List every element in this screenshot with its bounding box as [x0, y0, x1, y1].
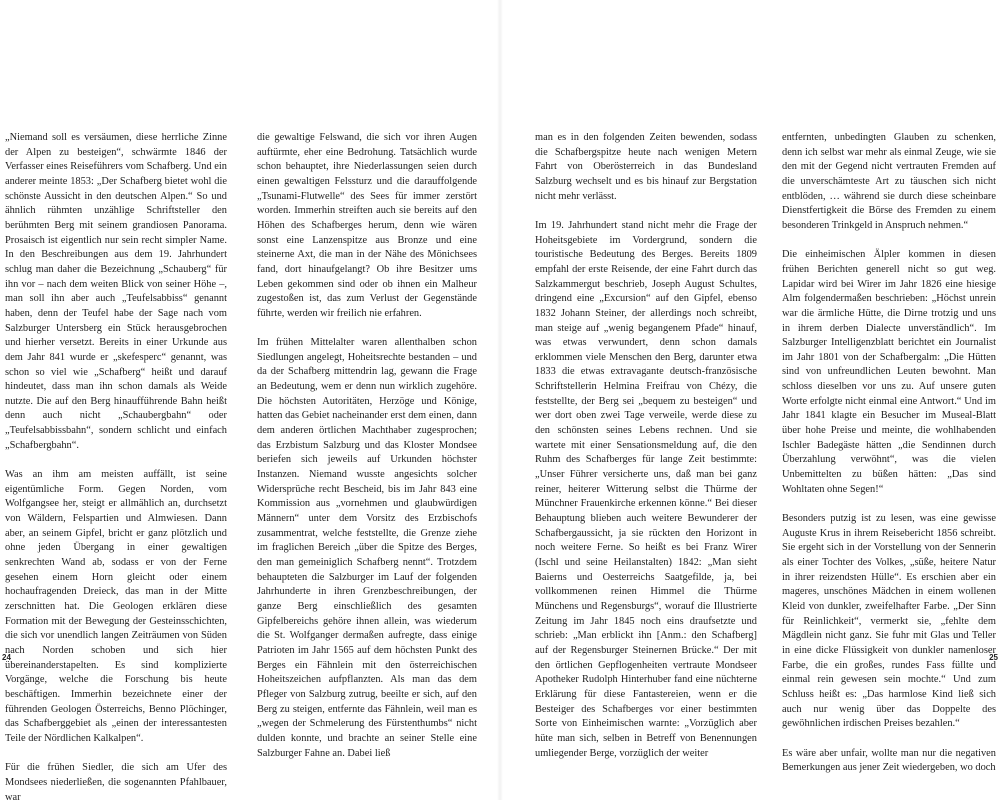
paragraph: Im 19. Jahrhundert stand nicht mehr die Frage der Hoheitsgebiete im Vordergrund, sondern die touristische Bedeutung des Berges. Bereits 1809 empfahl der erste Reisende, der eine Fahrt durch das Salzkammergut beschrieb, Joseph August Schultes, dringend eine „Excursion“ auf den Gipfel, ebenso 1832 Johann Steiner, der allerdings noch schreibt, man steige auf „wenig begangenem Pfade“ hinauf, was etwas verwundert, denn schon damals erklommen viele Menschen den Berg, darunter etwa 1833 die etwas extravagante deutsch-französische Schriftstellerin Helmina Freifrau von Chézy, die feststellte, der Berg sei „bequem zu besteigen“ und wer dort oben zwei Tage verweile, werde diese zu den schönsten seines Lebens rechnen. Und sie wartete mit einer Sensationsmeldung auf, die den Ruhm des Schafberges für lange Zeit bestimmte: „Unser Führer versicherte uns, daß man bei ganz reiner, heiterer Witterung selbst die Thürme der Münchner Frauenkirche erkennen könne.“ Bei dieser Behauptung blieben auch weitere Bewunderer der Schafbergaussicht, ja sie rückten den Horizont in noch weitere Ferne. So heißt es bei Franz Wirer (Ischl und seine Heilanstalten) 1842: „Man sieht Baierns und Oesterreichs Saatgefilde, ja, bei vollkommenen reinen Himmel die Thürme Münchens und Regensburgs“, worauf die Illustrierte Zeitung im Jahr 1845 noch eins draufsetzte und schrieb: „Man erblickt ihn [Anm.: den Schafberg] auf der Regensburger Steinernen Brücke.“ Der mit den örtlichen Gepflogenheiten vertraute Mondseer Apotheker Rudolph Hinterhuber fand eine nüchterne Erklärung für diese Fantastereien, wenn er die Besteiger des Schafberges vor einer bestimmten Sorte von Einheimischen warnte: „Vorzüglich aber hüte man sich, selben in Betreff von Benennungen umliegender Berge, vorzüglich der weiter	[535, 219, 757, 759]
paragraph: man es in den folgenden Zeiten bewenden, sodass die Schafbergspitze heute nach wenigen Metern Fahrt von Oberösterreich in das Bundesland Salzburg wechselt und es bis hinauf zur Bergstation nicht mehr verlässt.	[535, 132, 757, 202]
page-number-right: 25	[989, 653, 998, 662]
paragraph: Die einheimischen Älpler kommen in diesen frühen Berichten generell nicht so gut weg. Lapidar wird bei Wirer im Jahr 1826 eine hiesige Alm folgendermaßen beschrieben: „Höchst unrein war die ärmliche Hütte, die Dirne trotzig und uns in ihrem derben Dialecte unverständlich“. Im Salzburger Intelligenzblatt berichtet ein Journalist im Jahr 1801 von der Schafbergalm: „Die Hütten sind von unfreundlichen Leuten bewohnt. Man schloss dieselben vor uns zu. Auf unsere guten Worte erfolgte nicht einmal eine Antwort.“ Und im Jahr 1841 klagte ein Besucher im Museal-Blatt über hohe Preise und meinte, die wohlhabenden Ischler Badegäste hätten „die Sendinnen durch Überzahlung verwöhnt“, was die vielen Unbemittelten zu büßen hätten: „Das sind Wohltaten ohne Segen!“	[782, 249, 996, 495]
page-number-left: 24	[2, 653, 11, 662]
right-page-column-1	[535, 131, 757, 761]
paragraph: Es wäre aber unfair, wollte man nur die negativen Bemerkungen aus jener Zeit wiedergeben, wo doch	[782, 747, 996, 774]
paragraph: die gewaltige Felswand, die sich vor ihren Augen auftürmte, eher eine Bedrohung. Tatsächlich wurde schon behauptet, ihre Niederlassungen seien durch einen gewaltigen Felssturz und die darauffolgende „Tsunami-Flutwelle“ des Sees für immer zerstört worden. Immerhin streiften auch sie bereits auf den Höhen des Schafberges herum, denn wie wären sonst eine Lanzenspitze aus Bronze und eine steinerne Axt, die man in der Nähe des Mönichsees fand, dort hinaufgelangt? Ob ihre Besitzer ums Leben gekommen sind oder ob ihnen ein Malheur zugestoßen ist, das zum Verlust der Gegenstände führte, werden wir freilich nie erfahren.	[257, 132, 477, 319]
paragraph: Was an ihm am meisten auffällt, ist seine eigentümliche Form. Gegen Norden, vom Wolfgangsee her, steigt er allmählich an, durchsetzt von Wäldern, Felspartien und Almwiesen. Dann aber, an seinem Gipfel, bricht er ganz plötzlich und ohne jeden Übergang in einer gewaltigen senkrechten Wand ab, sodass er von der Ferne gesehen einem Horn gleicht oder einem hochaufragenden Dreieck, das man in der Mitte zerschnitten hat. Die Geologen erklären diese Formation mit der Bewegung der Gesteinsschichten, die sich vor unendlich langen Zeiträumen von Süden nach Norden schoben und sich hier übereinanderstapelten. Es sind komplizierte Vorgänge, welche die Forschung bis heute beschäftigen. Immerhin bezeichnete einer der führenden Geologen Österreichs, Benno Plöchinger, das Schafberggebiet als „einen der interessantesten Teile der Nördlichen Kalkalpen“.	[5, 469, 227, 744]
right-page	[500, 0, 1000, 800]
right-page-column-2	[782, 131, 996, 776]
left-page-column-2	[257, 131, 477, 761]
paragraph: Im frühen Mittelalter waren allenthalben schon Siedlungen angelegt, Hoheitsrechte bestanden – und da der Schafberg mittendrin lag, gewann die Frage an Bedeutung, wem er denn nun wirklich zugehöre. Die höchsten Autoritäten, Herzöge und Könige, hatten das Gebiet nacheinander erst dem einen, dann dem anderen örtlichen Machthaber zugesprochen; das Erzbistum Salzburg und das Kloster Mondsee beriefen sich jeweils auf Urkunden höchster Instanzen. Niemand wusste angesichts solcher Widersprüche recht Bescheid, bis im Jahr 843 eine Kommission aus „vornehmen und glaubwürdigen Männern“ unter dem Vorsitz des Erzbischofs zusammentrat, welche feststellte, die Grenze ziehe im fraglichen Bereich „über die Spitze des Berges, den man gemeiniglich Schafberg nennt“. Trotzdem behaupteten die Salzburger im Lauf der folgenden Jahrhunderte in ihren Grenzbeschreibungen, der ganze Berg einschließlich des gesamten Gipfelbereichs gehöre ihnen allein, was wiederum die St. Wolfganger dermaßen aufregte, dass einige Patrioten im Jahr 1565 auf dem höchsten Punkt des Berges ein Fähnlein mit den österreichischen Hoheitszeichen aufpflanzten. Als man das dem Pfleger von Salzburg zutrug, beeilte er sich, auf den Berg zu steigen, entfernte das Fähnlein, weil man es „wegen der Schmelerung des Fürstenthumbs“ nicht dulden konnte, und brachte an seiner Stelle eine Salzburger Fahne an. Dabei ließ	[257, 337, 477, 759]
paragraph: Für die frühen Siedler, die sich am Ufer des Mondsees niederließen, die sogenannten Pfahlbauer, war	[5, 762, 227, 803]
paragraph: „Niemand soll es versäumen, diese herrliche Zinne der Alpen zu besteigen“, schwärmte 1846 der Verfasser eines Reiseführers vom Schafberg. Und ein anderer meinte 1853: „Der Schafberg bietet wohl die schönste Aussicht in den deutschen Alpen.“ So und ähnlich rühmten unzählige Schriftsteller den berühmten Berg mit seinem grandiosen Panorama. Prosaisch ist eigentlich nur sein recht simpler Name. In den Beschreibungen aus dem 19. Jahrhundert schlug man daher die Bezeichnung „Schauberg“ für ihn vor – nach dem weiten Blick von seiner Höhe –, man soll ihn aber auch „Teufelsabbiss“ genannt haben, denn der Teufel habe der Sage nach vom Salzburger Untersberg ein Stück herausgebrochen und hierher versetzt. Bereits in einer Urkunde aus dem Jahr 841 wurde er „skefesperc“ genannt, was schon so viel wie „Schafberg“ heißt und darauf hindeutet, dass man ihn schon damals als Weide nutzte. Die auf den Berg hinaufführende Bahn heißt denn auch nicht „Schaubergbahn“ oder „Teufelsabbissbahn“, sondern schlicht und einfach „Schafbergbahn“.	[5, 132, 227, 451]
paragraph: Besonders putzig ist zu lesen, was eine gewisse Auguste Krus in ihrem Reisebericht 1856 schreibt. Sie ergeht sich in der Vorstellung von der Sennerin als einer Tochter des Volkes, „süße, heitere Natur in ihrer reizendsten Hülle“. Es erschien aber ein mageres, unschönes Mädchen in einem wollenen Kleid von dunkler, zweifelhafter Farbe. „Der Sinn für Reinlichkeit“, vermerkt sie, „fehlte dem Mägdlein nicht ganz. Sie fuhr mit Glas und Teller in eine dicke Flüssigkeit von dunkler namenloser Farbe, die ein großes, rundes Fass füllte und einmal rein gewesen sein mochte.“ Und zum Schluss heißt es: „Das harmlose Kind ließ sich auch nur wenig über das Doppelte des gewöhnlichen irdischen Preises bezahlen.“	[782, 513, 996, 730]
left-page	[0, 0, 500, 803]
paragraph: entfernten, unbedingten Glauben zu schenken, denn ich selbst war mehr als einmal Zeuge, wie sie den mit der Gegend nicht vertrauten Fremden auf die unverschämteste Art zu täuschen sich nicht entblöden, … während sie durch diese scheinbare Dienstfertigkeit die Börse des Fremden zu einem besonderen Trinkgeld in Anspruch nehmen.“	[782, 132, 996, 231]
left-page-column-1	[5, 131, 227, 805]
